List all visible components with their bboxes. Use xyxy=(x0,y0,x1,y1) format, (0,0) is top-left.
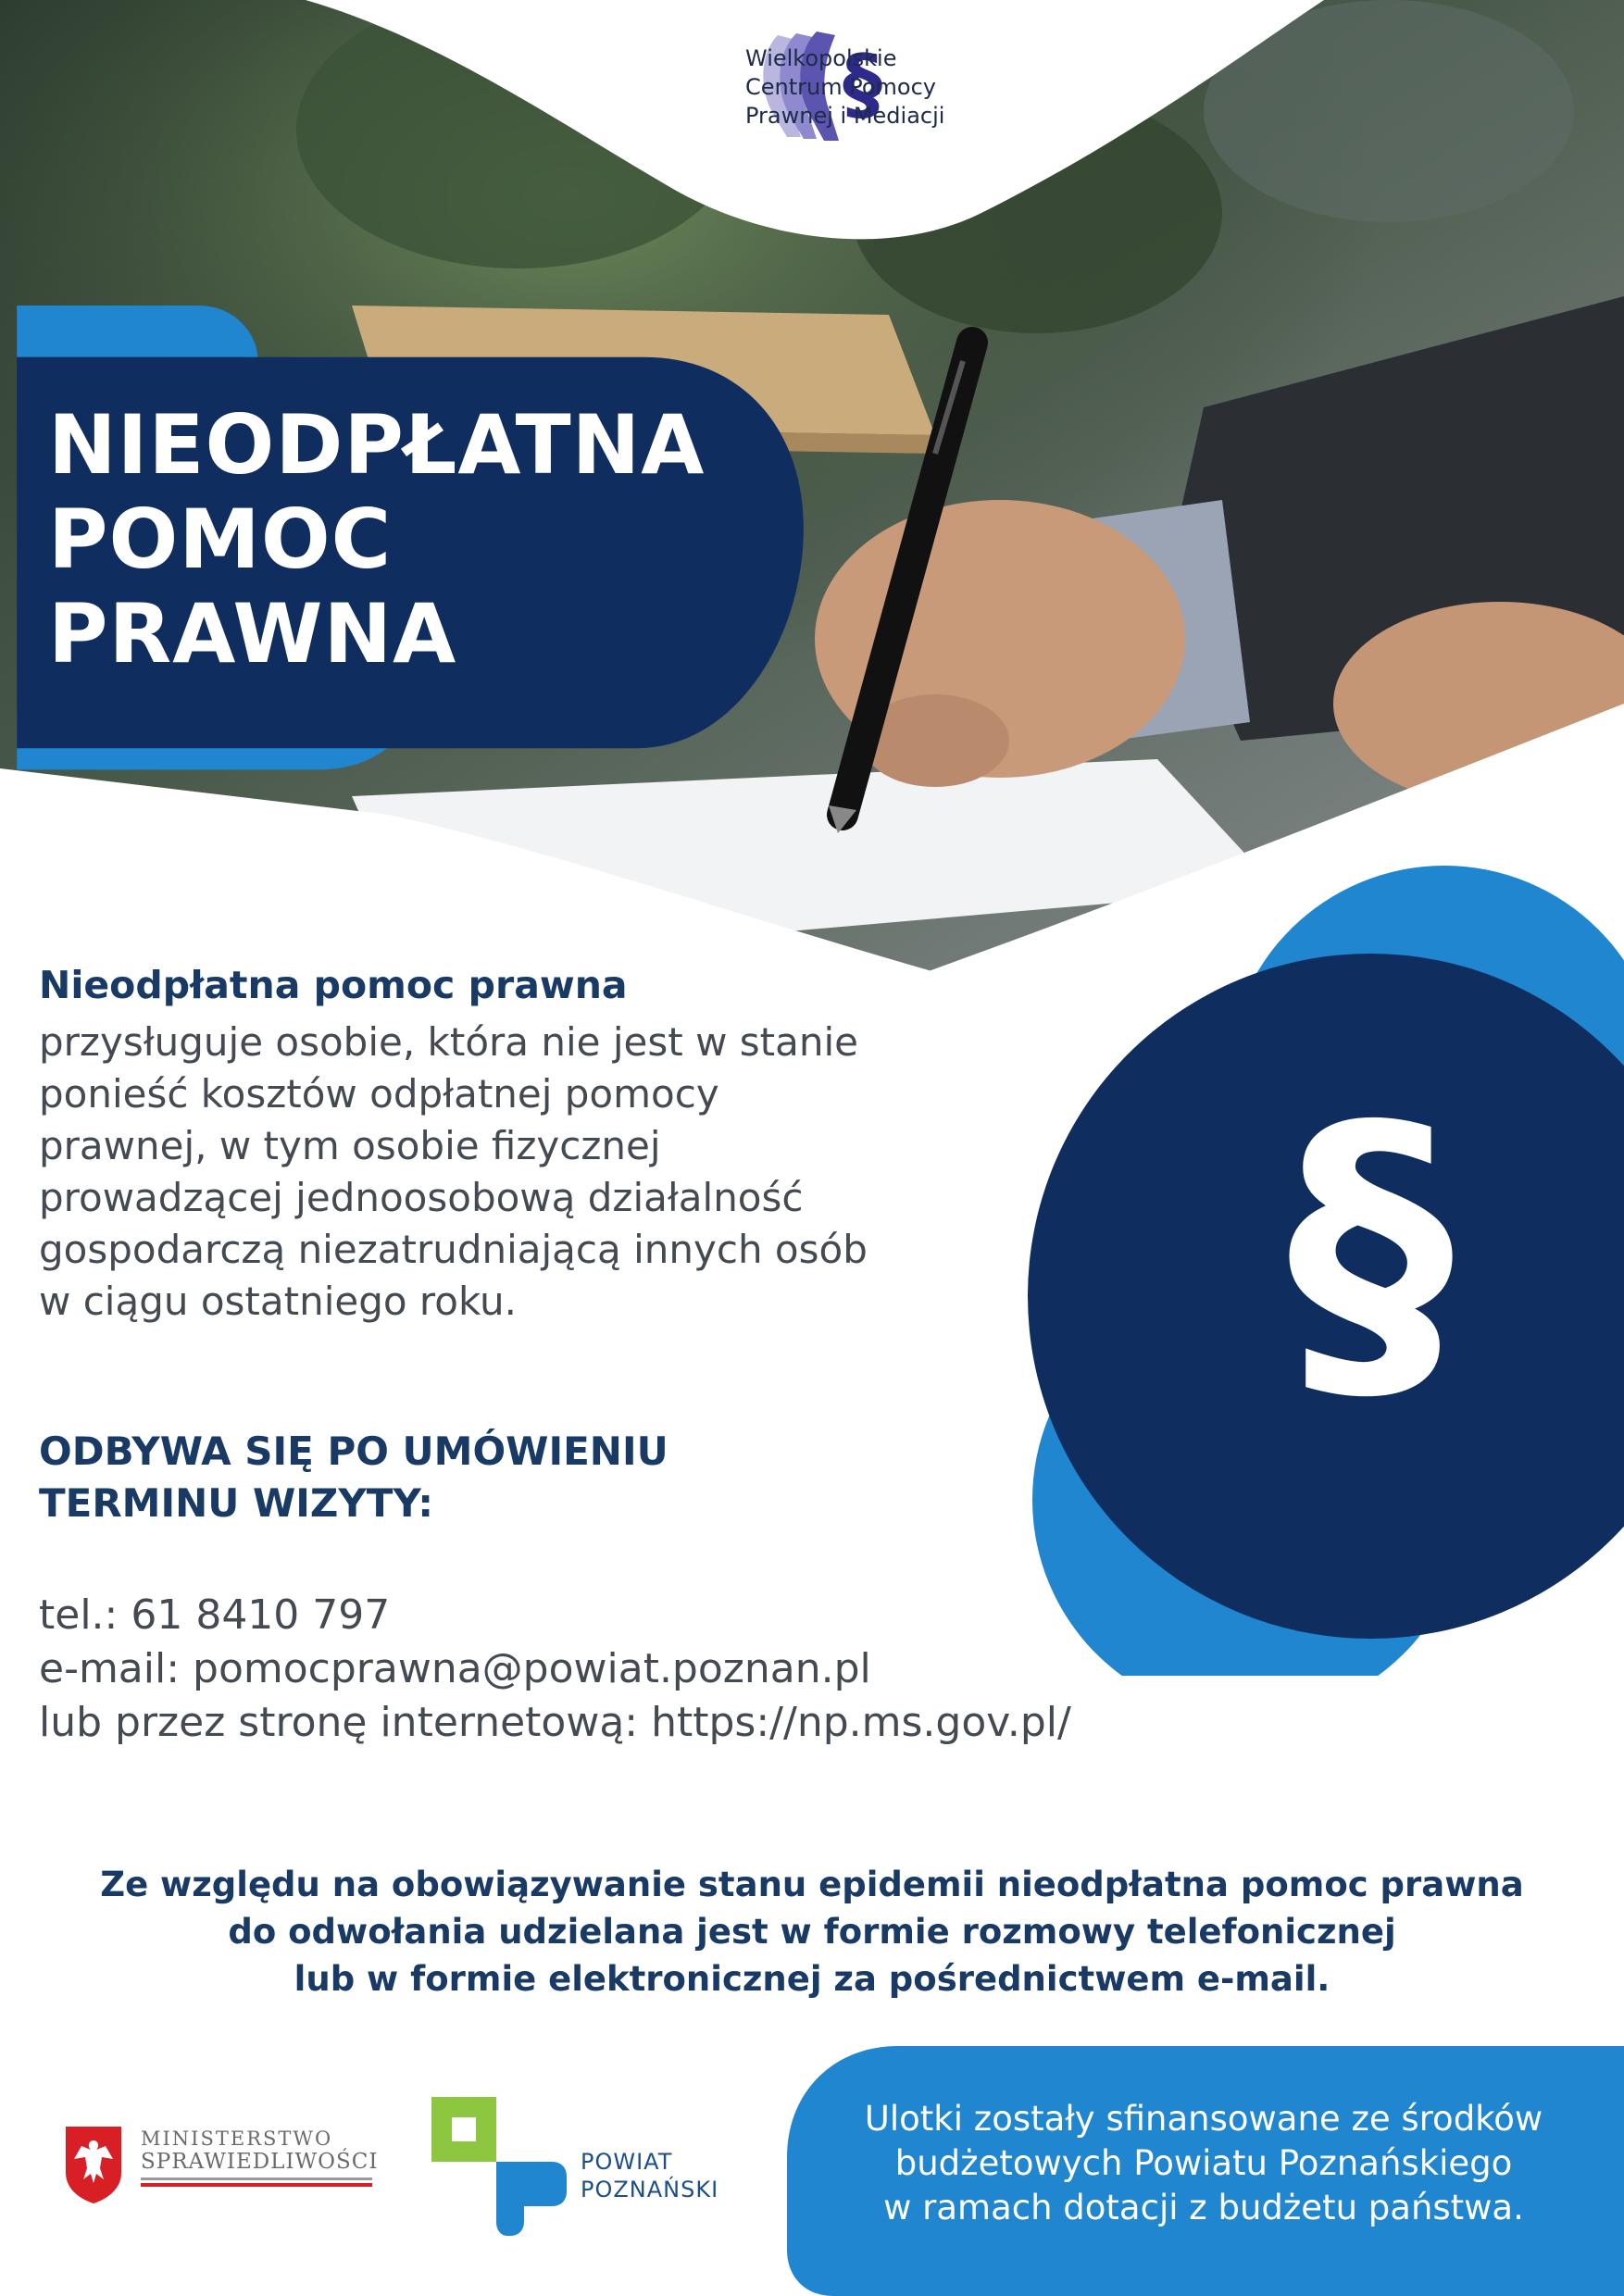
svg-text:§: § xyxy=(843,38,882,131)
appointment-heading-line: ODBYWA SIĘ PO UMÓWIENIU xyxy=(39,1429,668,1474)
county-name-line-1: POWIAT xyxy=(581,2149,673,2175)
notice-line: Ze względu na obowiązywanie stanu epidemii nieodpłatna pomoc prawna xyxy=(100,1865,1524,1904)
intro-body xyxy=(39,1017,1020,1328)
org-name-line-2: Centrum Pomocy xyxy=(745,74,936,100)
epidemic-notice xyxy=(0,1861,1624,2003)
intro-line: w ciągu ostatniego roku. xyxy=(39,1279,517,1324)
funding-line: w ramach dotacji z budżetu państwa. xyxy=(883,2188,1524,2227)
org-name-line-3: Prawnej i Mediacji xyxy=(745,103,945,129)
organization-name xyxy=(745,44,944,131)
county-logo-icon xyxy=(431,2097,570,2236)
intro-line: prowadzącej jednoosobową działalność xyxy=(39,1175,804,1220)
section-sign: § xyxy=(1287,1055,1454,1443)
ministry-flag-stripe xyxy=(141,2177,372,2192)
ministry-name-line-1: MINISTERSTWO xyxy=(141,2128,333,2150)
phone-number[interactable]: tel.: 61 8410 797 xyxy=(39,1591,391,1639)
intro-line: ponieść kosztów odpłatnej pomocy xyxy=(39,1071,719,1117)
intro-line: prawnej, w tym osobie fizycznej xyxy=(39,1123,661,1168)
appointment-heading-line: TERMINU WIZYTY: xyxy=(39,1480,434,1526)
county-name-line-2: POZNAŃSKI xyxy=(581,2177,719,2202)
notice-line: do odwołania udzielana jest w formie rozmowy telefonicznej xyxy=(228,1912,1396,1952)
org-name-line-1: Wielkopolskie xyxy=(745,45,897,71)
title-line-3: PRAWNA xyxy=(48,586,457,681)
title-line-2: POMOC xyxy=(48,492,393,587)
notice-line: lub w formie elektronicznej za pośrednictwem e-mail. xyxy=(294,1959,1330,1999)
intro-heading: Nieodpłatna pomoc prawna xyxy=(39,963,628,1007)
ministry-name-line-2: SPRAWIEDLIWOŚCI xyxy=(141,2150,379,2174)
funding-note xyxy=(796,2097,1611,2230)
website-link[interactable]: lub przez stronę internetową: https://np.ms.gov.pl/ xyxy=(39,1699,1071,1746)
title-line-1: NIEODPŁATNA xyxy=(48,397,706,493)
page-title xyxy=(48,398,705,681)
intro-line: przysługuje osobie, która nie jest w stanie xyxy=(39,1019,858,1065)
email-address[interactable]: e-mail: pomocprawna@powiat.poznan.pl xyxy=(39,1645,871,1692)
polish-eagle-emblem-icon xyxy=(61,2122,126,2205)
intro-line: gospodarczą niezatrudniającą innych osób xyxy=(39,1227,868,1272)
county-name xyxy=(581,2148,718,2203)
contact-details xyxy=(39,1589,1071,1750)
funding-line: budżetowych Powiatu Poznańskiego xyxy=(894,2143,1513,2183)
funding-line: Ulotki zostały sfinansowane ze środków xyxy=(864,2099,1543,2139)
appointment-heading xyxy=(39,1426,668,1529)
